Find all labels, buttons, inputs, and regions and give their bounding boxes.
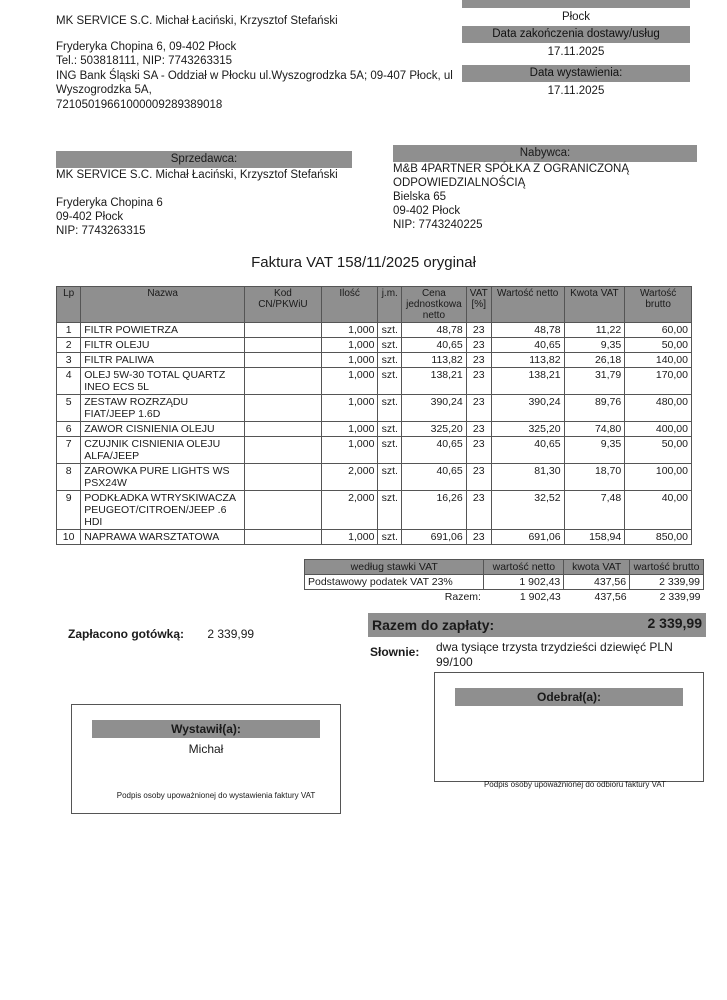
cell-code bbox=[245, 437, 322, 464]
cell-code bbox=[245, 353, 322, 368]
cell-gross: 850,00 bbox=[625, 530, 692, 545]
cell-code bbox=[245, 491, 322, 530]
paid-label: Zapłacono gotówką: bbox=[68, 627, 185, 641]
cell-vat: 23 bbox=[466, 464, 491, 491]
cell-vat-amount: 26,18 bbox=[564, 353, 625, 368]
paid-cash bbox=[68, 627, 254, 641]
cell-code bbox=[245, 338, 322, 353]
cell-code bbox=[245, 323, 322, 338]
cell-qty: 1,000 bbox=[321, 338, 378, 353]
cell-gross: 50,00 bbox=[625, 437, 692, 464]
cell-net: 40,65 bbox=[491, 338, 564, 353]
issued-caption: Podpis osoby upoważnionej do wystawienia faktury VAT bbox=[116, 791, 316, 800]
cell-code bbox=[245, 530, 322, 545]
cell-price: 40,65 bbox=[402, 338, 467, 353]
cell-net: 81,30 bbox=[491, 464, 564, 491]
summary-total-vat: 437,56 bbox=[594, 591, 627, 603]
cell-gross: 140,00 bbox=[625, 353, 692, 368]
cell-vat-amount: 74,80 bbox=[564, 422, 625, 437]
cell-price: 16,26 bbox=[402, 491, 467, 530]
place-header bbox=[462, 0, 690, 8]
buyer-name-line2: ODPOWIEDZIALNOŚCIĄ bbox=[393, 177, 526, 189]
cell-unit: szt. bbox=[378, 338, 402, 353]
items-table bbox=[56, 286, 692, 545]
cell-lp: 9 bbox=[57, 491, 81, 530]
issuer-name: MK SERVICE S.C. Michał Łaciński, Krzysztof Stefański bbox=[56, 15, 338, 27]
total-to-pay bbox=[368, 613, 706, 637]
cell-qty: 2,000 bbox=[321, 491, 378, 530]
received-by-box bbox=[434, 672, 704, 782]
cell-net: 325,20 bbox=[491, 422, 564, 437]
summary-col-rate: według stawki VAT bbox=[305, 560, 484, 575]
cell-net: 113,82 bbox=[491, 353, 564, 368]
cell-unit: szt. bbox=[378, 491, 402, 530]
cell-net: 390,24 bbox=[491, 395, 564, 422]
received-caption: Podpis osoby upoważnionej do odbioru faktury VAT bbox=[483, 780, 667, 789]
cell-vat: 23 bbox=[466, 395, 491, 422]
cell-name: FILTR POWIETRZA bbox=[81, 323, 245, 338]
cell-unit: szt. bbox=[378, 368, 402, 395]
cell-gross: 480,00 bbox=[625, 395, 692, 422]
cell-vat: 23 bbox=[466, 422, 491, 437]
items-header-row bbox=[57, 287, 692, 323]
cell-qty: 1,000 bbox=[321, 395, 378, 422]
col-qty: Ilość bbox=[321, 287, 378, 323]
buyer-nip: NIP: 7743240225 bbox=[393, 219, 483, 231]
cell-gross: 100,00 bbox=[625, 464, 692, 491]
cell-vat-amount: 18,70 bbox=[564, 464, 625, 491]
cell-qty: 1,000 bbox=[321, 353, 378, 368]
cell-lp: 8 bbox=[57, 464, 81, 491]
issuer-phone-nip: Tel.: 503818111, NIP: 7743263315 bbox=[56, 55, 233, 67]
words-line2: 99/100 bbox=[436, 655, 473, 669]
cell-name: ZAROWKA PURE LIGHTS WS PSX24W bbox=[81, 464, 245, 491]
cell-gross: 50,00 bbox=[625, 338, 692, 353]
cell-lp: 1 bbox=[57, 323, 81, 338]
cell-lp: 3 bbox=[57, 353, 81, 368]
paid-amount: 2 339,99 bbox=[207, 627, 255, 641]
issuer-header bbox=[56, 14, 453, 112]
summary-total-label: Razem: bbox=[444, 591, 481, 603]
cell-vat-amount: 31,79 bbox=[564, 368, 625, 395]
seller-block bbox=[56, 151, 352, 238]
amount-in-words bbox=[370, 640, 673, 670]
col-vat-amount: Kwota VAT bbox=[564, 287, 625, 323]
received-label: Odebrał(a): bbox=[455, 688, 683, 706]
buyer-street: Bielska 65 bbox=[393, 191, 447, 203]
place-value: Płock bbox=[561, 11, 591, 23]
summary-header-row bbox=[305, 560, 704, 575]
cell-price: 390,24 bbox=[402, 395, 467, 422]
words-label: Słownie: bbox=[370, 645, 420, 659]
cell-unit: szt. bbox=[378, 353, 402, 368]
cell-unit: szt. bbox=[378, 323, 402, 338]
cell-name: FILTR PALIWA bbox=[81, 353, 245, 368]
cell-vat: 23 bbox=[466, 530, 491, 545]
cell-vat-amount: 89,76 bbox=[564, 395, 625, 422]
cell-unit: szt. bbox=[378, 464, 402, 491]
cell-net: 48,78 bbox=[491, 323, 564, 338]
issued-label: Wystawił(a): bbox=[92, 720, 320, 738]
cell-vat-amount: 7,48 bbox=[564, 491, 625, 530]
col-vat: VAT [%] bbox=[466, 287, 491, 323]
issuer-bank: ING Bank Śląski SA - Oddział w Płocku ul.Wyszogrodzka 5A; 09-407 Płock, ul bbox=[56, 69, 453, 82]
words-line1: dwa tysiące trzysta trzydzieści dziewięć PLN bbox=[436, 640, 673, 654]
cell-vat: 23 bbox=[466, 491, 491, 530]
summary-col-net: wartość netto bbox=[484, 560, 564, 575]
cell-price: 691,06 bbox=[402, 530, 467, 545]
cell-name: FILTR OLEJU bbox=[81, 338, 245, 353]
summary-col-gross: wartość brutto bbox=[630, 560, 704, 575]
invoice-title: Faktura VAT 158/11/2025 oryginał bbox=[251, 254, 476, 271]
cell-vat-amount: 158,94 bbox=[564, 530, 625, 545]
summary-rate-gross: 2 339,99 bbox=[630, 575, 704, 590]
cell-name: PODKŁADKA WTRYSKIWACZA PEUGEOT/CITROEN/JEEP .6 HDI bbox=[81, 491, 245, 530]
cell-vat: 23 bbox=[466, 368, 491, 395]
cell-price: 40,65 bbox=[402, 464, 467, 491]
cell-price: 138,21 bbox=[402, 368, 467, 395]
cell-unit: szt. bbox=[378, 395, 402, 422]
cell-net: 691,06 bbox=[491, 530, 564, 545]
cell-lp: 2 bbox=[57, 338, 81, 353]
cell-code bbox=[245, 464, 322, 491]
buyer-city: 09-402 Płock bbox=[393, 205, 461, 217]
table-row bbox=[57, 353, 692, 368]
delivery-date-label: Data zakończenia dostawy/usług bbox=[462, 26, 690, 43]
cell-qty: 2,000 bbox=[321, 464, 378, 491]
cell-vat: 23 bbox=[466, 353, 491, 368]
cell-net: 40,65 bbox=[491, 437, 564, 464]
cell-unit: szt. bbox=[378, 437, 402, 464]
cell-lp: 4 bbox=[57, 368, 81, 395]
cell-qty: 1,000 bbox=[321, 368, 378, 395]
cell-vat-amount: 9,35 bbox=[564, 437, 625, 464]
cell-name: OLEJ 5W-30 TOTAL QUARTZ INEO ECS 5L bbox=[81, 368, 245, 395]
cell-qty: 1,000 bbox=[321, 422, 378, 437]
summary-total-net: 1 902,43 bbox=[519, 591, 561, 603]
issue-date-value: 17.11.2025 bbox=[547, 85, 605, 97]
cell-vat: 23 bbox=[466, 437, 491, 464]
issuer-account: 72105019661000009289389018 bbox=[56, 98, 223, 111]
summary-rate-label: Podstawowy podatek VAT 23% bbox=[305, 575, 484, 590]
summary-col-vat: kwota VAT bbox=[564, 560, 630, 575]
cell-gross: 400,00 bbox=[625, 422, 692, 437]
seller-name: MK SERVICE S.C. Michał Łaciński, Krzysztof Stefański bbox=[56, 169, 338, 181]
cell-price: 325,20 bbox=[402, 422, 467, 437]
cell-price: 113,82 bbox=[402, 353, 467, 368]
table-row bbox=[57, 437, 692, 464]
cell-name: ZAWOR CISNIENIA OLEJU bbox=[81, 422, 245, 437]
cell-code bbox=[245, 395, 322, 422]
buyer-label: Nabywca: bbox=[393, 145, 697, 162]
table-row bbox=[57, 422, 692, 437]
seller-street: Fryderyka Chopina 6 bbox=[56, 197, 163, 209]
table-row bbox=[57, 530, 692, 545]
table-row bbox=[57, 323, 692, 338]
issued-name: Michał bbox=[188, 742, 224, 756]
cell-unit: szt. bbox=[378, 530, 402, 545]
cell-net: 32,52 bbox=[491, 491, 564, 530]
col-lp: Lp bbox=[57, 287, 81, 323]
cell-unit: szt. bbox=[378, 422, 402, 437]
issue-date-label: Data wystawienia: bbox=[462, 65, 690, 82]
seller-label: Sprzedawca: bbox=[56, 151, 352, 168]
table-row bbox=[57, 395, 692, 422]
delivery-date-value: 17.11.2025 bbox=[547, 46, 605, 58]
cell-vat-amount: 11,22 bbox=[564, 323, 625, 338]
dates-block bbox=[462, 0, 690, 100]
cell-qty: 1,000 bbox=[321, 323, 378, 338]
cell-code bbox=[245, 368, 322, 395]
cell-qty: 1,000 bbox=[321, 437, 378, 464]
cell-gross: 60,00 bbox=[625, 323, 692, 338]
cell-lp: 6 bbox=[57, 422, 81, 437]
to-pay-label: Razem do zapłaty: bbox=[372, 617, 495, 633]
cell-lp: 5 bbox=[57, 395, 81, 422]
seller-city: 09-402 Płock bbox=[56, 211, 124, 223]
cell-net: 138,21 bbox=[491, 368, 564, 395]
cell-code bbox=[245, 422, 322, 437]
issuer-address: Fryderyka Chopina 6, 09-402 Płock bbox=[56, 40, 237, 53]
table-row bbox=[57, 368, 692, 395]
cell-lp: 7 bbox=[57, 437, 81, 464]
cell-qty: 1,000 bbox=[321, 530, 378, 545]
table-row bbox=[57, 338, 692, 353]
to-pay-amount: 2 339,99 bbox=[647, 615, 702, 631]
col-code: Kod CN/PKWiU bbox=[245, 287, 322, 323]
issuer-bank-street: Wyszogrodzka 5A, bbox=[56, 84, 152, 96]
col-net: Wartość netto bbox=[491, 287, 564, 323]
table-row bbox=[57, 464, 692, 491]
vat-summary-table bbox=[304, 559, 704, 604]
col-unit: j.m. bbox=[378, 287, 402, 323]
cell-name: NAPRAWA WARSZTATOWA bbox=[81, 530, 245, 545]
summary-total-row bbox=[305, 590, 704, 605]
col-gross: Wartość brutto bbox=[625, 287, 692, 323]
col-name: Nazwa bbox=[81, 287, 245, 323]
cell-price: 40,65 bbox=[402, 437, 467, 464]
cell-gross: 170,00 bbox=[625, 368, 692, 395]
cell-name: CZUJNIK CISNIENIA OLEJU ALFA/JEEP bbox=[81, 437, 245, 464]
summary-rate-vat: 437,56 bbox=[564, 575, 630, 590]
col-price: Cena jednostkowa netto bbox=[402, 287, 467, 323]
summary-rate-net: 1 902,43 bbox=[484, 575, 564, 590]
cell-price: 48,78 bbox=[402, 323, 467, 338]
table-row bbox=[57, 491, 692, 530]
seller-nip: NIP: 7743263315 bbox=[56, 225, 146, 237]
cell-vat: 23 bbox=[466, 338, 491, 353]
buyer-name-line1: M&B 4PARTNER SPÓŁKA Z OGRANICZONĄ bbox=[393, 163, 630, 175]
cell-vat-amount: 9,35 bbox=[564, 338, 625, 353]
buyer-block bbox=[393, 145, 697, 232]
summary-total-gross: 2 339,99 bbox=[659, 591, 701, 603]
cell-gross: 40,00 bbox=[625, 491, 692, 530]
cell-name: ZESTAW ROZRZĄDU FIAT/JEEP 1.6D bbox=[81, 395, 245, 422]
cell-vat: 23 bbox=[466, 323, 491, 338]
summary-rate-row bbox=[305, 575, 704, 590]
cell-lp: 10 bbox=[57, 530, 81, 545]
